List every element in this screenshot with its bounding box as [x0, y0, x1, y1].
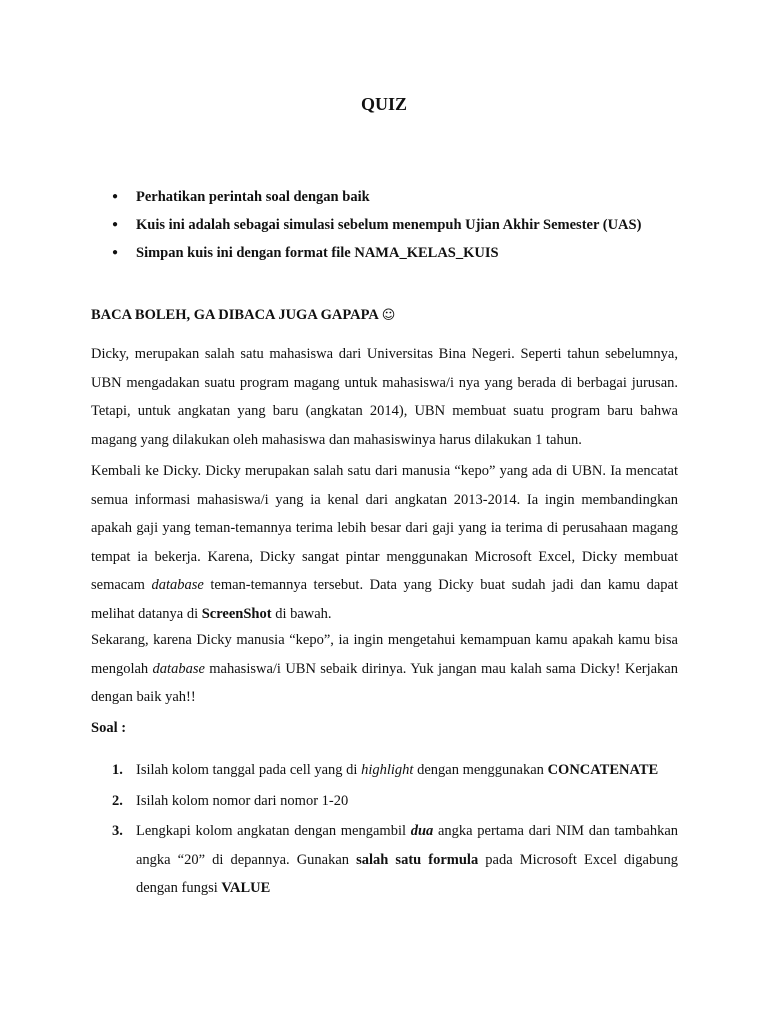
paragraph-text: di bawah.: [271, 605, 332, 622]
question-number: 2.: [112, 792, 123, 809]
questions-label: Soal :: [91, 720, 127, 736]
bold-term: ScreenShot: [201, 605, 272, 622]
question-item: [112, 756, 678, 785]
question-text: Isilah kolom tanggal pada cell yang di: [136, 762, 362, 778]
paragraph-text: teman-temannya tersebut. Data yang Dicky buat sudah jadi dan kamu dapat melihat datanya di: [91, 577, 678, 622]
question-text: dengan menggunakan: [413, 762, 548, 778]
question-text: Isilah kolom nomor dari nomor 1-20: [136, 792, 349, 809]
italic-term: database: [152, 660, 205, 677]
instruction-item: ● Kuis ini adalah sebagai simulasi sebelum menempuh Ujian Akhir Semester (UAS): [112, 214, 641, 242]
instruction-item: ● Perhatikan perintah soal dengan baik: [112, 186, 641, 214]
question-text: pada Microsoft Excel digabung dengan fungsi: [136, 851, 678, 896]
paragraph-intro: Dicky, merupakan salah satu mahasiswa dari Universitas Bina Negeri. Seperti tahun sebelumnya, UBN mengadakan suatu program magang untuk mahasiswa/i nya yang berada di berbagai jurusan. Tetapi, untuk angkatan yang baru (angkatan 2014), UBN membuat suatu program baru bahwa magang yang dilakukan oleh mahasiswa dan mahasiswinya harus dilakukan 1 tahun.: [91, 346, 678, 448]
question-item: [112, 787, 678, 816]
question-text: Lengkapi kolom angkatan dengan mengambil: [136, 823, 411, 839]
bold-term: VALUE: [221, 880, 271, 896]
paragraph-challenge: [91, 626, 678, 712]
page-title: QUIZ: [360, 94, 407, 114]
question-text: angka pertama dari NIM dan tambahkan angka “20” di depannya. Gunakan: [136, 823, 678, 868]
question-number: 1.: [112, 762, 123, 778]
italic-term: database: [151, 577, 204, 593]
bold-italic-term: dua: [410, 823, 434, 839]
section-heading-text: BACA BOLEH, GA DIBACA JUGA GAPAPA: [91, 307, 379, 323]
bold-term: CONCATENATE: [547, 762, 659, 778]
instruction-list: [112, 186, 641, 270]
paragraph-text: mahasiswa/i UBN sebaik dirinya. Yuk jangan mau kalah sama Dicky! Kerjakan dengan baik yah!!: [91, 660, 678, 705]
paragraph-text: Sekarang, karena Dicky manusia “kepo”, ia ingin mengetahui kemampuan kamu apakah kamu bisa mengolah: [91, 632, 678, 677]
question-list: [112, 756, 678, 905]
instruction-item: ● Simpan kuis ini dengan format file NAMA_KELAS_KUIS: [112, 242, 641, 270]
section-heading: [91, 307, 395, 324]
paragraph-dicky: [91, 457, 678, 628]
paragraph-text: Kembali ke Dicky. Dicky merupakan salah satu dari manusia “kepo” yang ada di UBN. Ia mencatat semua informasi mahasiswa/i yang ia kenal dari angkatan 2013-2014. Ia ingin membandingkan apakah gaji yang teman-temannya terima lebih besar dari gaji yang ia terima di perusahaan magang tempat ia bekerja. Karena, Dicky sangat pintar menggunakan Microsoft Excel, Dicky membuat semacam: [91, 463, 678, 593]
smiley-icon: ☺: [381, 308, 396, 323]
question-item: [112, 817, 678, 903]
question-number: 3.: [112, 823, 123, 839]
bold-term: salah satu formula: [356, 851, 479, 868]
italic-term: highlight: [361, 762, 414, 778]
